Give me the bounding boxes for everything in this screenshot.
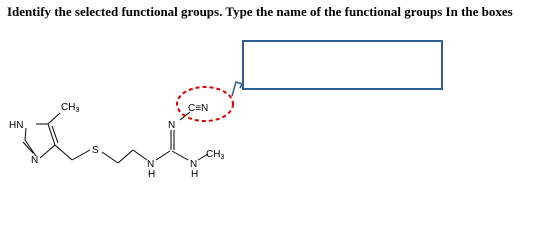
ring-bond-c-n bbox=[40, 145, 55, 158]
ring-double-bond-inner bbox=[52, 126, 58, 143]
atom-hn-ring: HN bbox=[9, 120, 24, 131]
ring-bond-n-c bbox=[25, 140, 36, 156]
atom-n-mid: N bbox=[147, 159, 155, 170]
bond-c-nh-right bbox=[172, 151, 188, 160]
ring-bond-c-c bbox=[48, 124, 55, 145]
callout-pointer bbox=[232, 82, 242, 96]
atom-ch3-right bbox=[206, 149, 224, 161]
ch3-top-sub: 3 bbox=[75, 107, 80, 114]
atom-h-right: H bbox=[191, 169, 199, 180]
atom-n-ring: N bbox=[31, 155, 39, 166]
bond-s-ch2 bbox=[102, 152, 118, 163]
ring-bond-c-hn bbox=[25, 128, 26, 140]
highlighted-nitrile-label: C≡N bbox=[188, 103, 209, 114]
bond-ch2-nh bbox=[133, 150, 147, 160]
atom-n-right: N bbox=[190, 159, 198, 170]
bond-ch2-s bbox=[72, 150, 90, 160]
bond-ring-ch2 bbox=[55, 145, 72, 160]
ch3-top-main: CH bbox=[61, 102, 76, 113]
bond-ch2-ch2 bbox=[118, 150, 133, 163]
ch3-right-sub: 3 bbox=[220, 154, 225, 161]
question-prompt: Identify the selected functional groups. Type the name of the functional groups In the boxes bbox=[7, 4, 513, 19]
ch3-right-main: CH bbox=[206, 149, 221, 160]
bond-ring-ch3 bbox=[48, 113, 60, 124]
imidazole-ring bbox=[23, 124, 58, 158]
atom-n-imine: N bbox=[168, 120, 176, 131]
atom-ch3-top bbox=[61, 102, 79, 114]
atom-h-mid: H bbox=[148, 169, 156, 180]
bond-nh-c bbox=[156, 151, 170, 160]
atom-s: S bbox=[92, 145, 99, 156]
